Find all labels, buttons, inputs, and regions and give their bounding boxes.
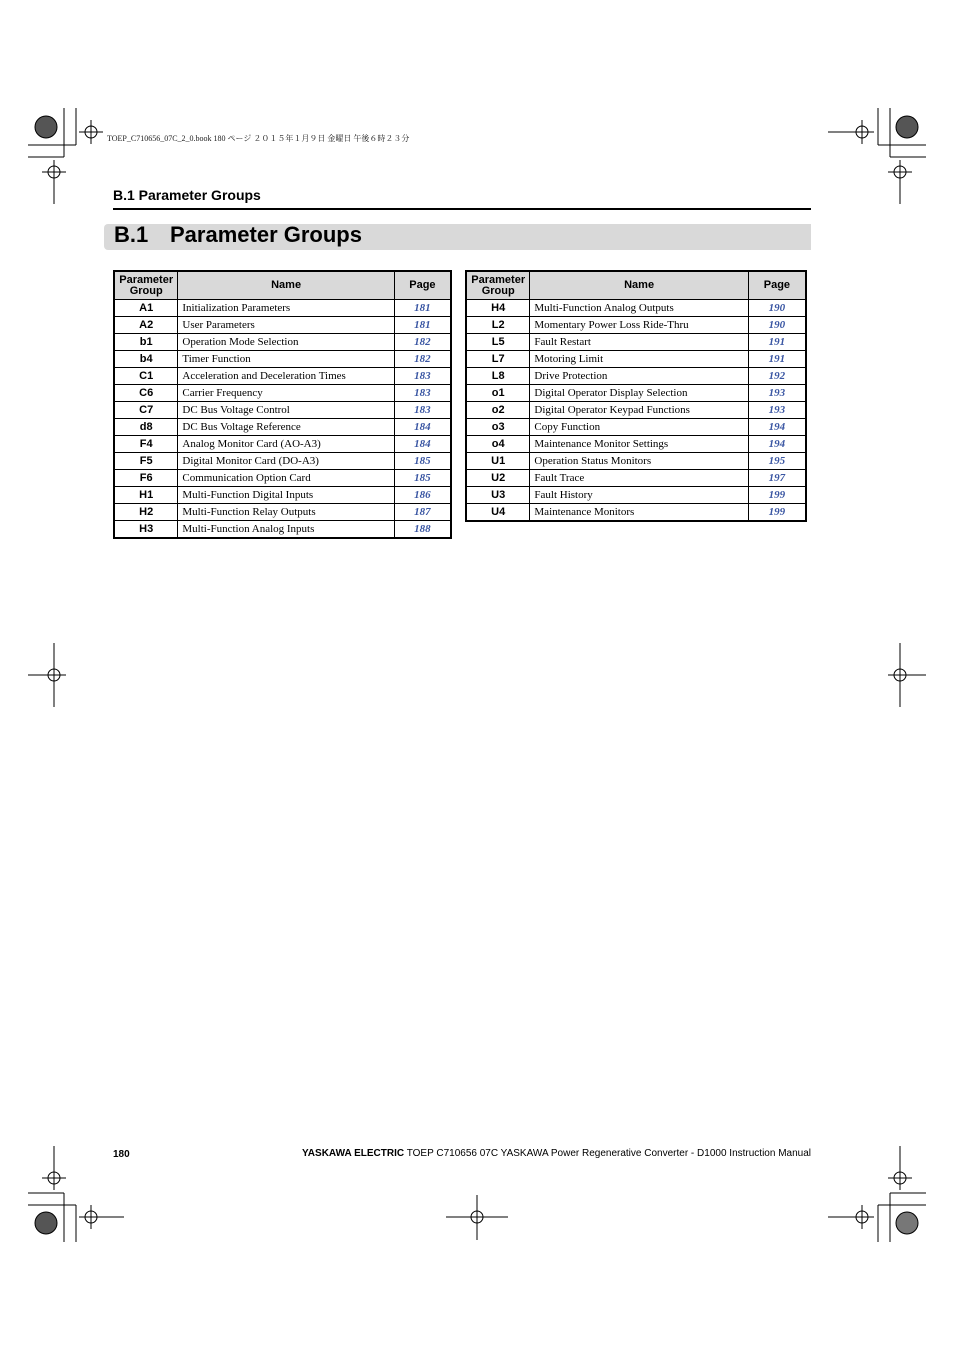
page-link[interactable]: 183 (394, 368, 451, 385)
parameter-group-cell: H4 (466, 300, 530, 317)
footer-brand: YASKAWA ELECTRIC (302, 1148, 405, 1159)
parameter-group-cell: L2 (466, 317, 530, 334)
parameter-table-left (113, 270, 452, 539)
table-row (114, 317, 451, 334)
parameter-table-right (465, 270, 807, 522)
parameter-group-cell: H1 (114, 487, 178, 504)
parameter-name-cell: Analog Monitor Card (AO-A3) (178, 436, 394, 453)
parameter-name-cell: Initialization Parameters (178, 300, 394, 317)
page-link[interactable]: 188 (394, 521, 451, 539)
table-row (466, 436, 806, 453)
table-row (466, 368, 806, 385)
parameter-name-cell: Communication Option Card (178, 470, 394, 487)
parameter-group-cell: A1 (114, 300, 178, 317)
page-link[interactable]: 199 (748, 504, 806, 522)
page-link[interactable]: 195 (748, 453, 806, 470)
parameter-group-cell: U2 (466, 470, 530, 487)
table-row (114, 300, 451, 317)
title-text: Parameter Groups (170, 222, 362, 247)
parameter-group-cell: F6 (114, 470, 178, 487)
table-row (114, 385, 451, 402)
parameter-name-cell: DC Bus Voltage Reference (178, 419, 394, 436)
title-number: B.1 (114, 222, 149, 247)
footer-doc-name: TOEP C710656 07C YASKAWA Power Regenerative Converter - D1000 Instruction Manual (404, 1148, 811, 1159)
table-row (466, 317, 806, 334)
parameter-name-cell: Maintenance Monitors (530, 504, 748, 522)
parameter-group-cell: C7 (114, 402, 178, 419)
page-link[interactable]: 183 (394, 402, 451, 419)
column-header-group (466, 271, 530, 300)
parameter-name-cell: Multi-Function Relay Outputs (178, 504, 394, 521)
table-row (466, 419, 806, 436)
parameter-group-cell: o4 (466, 436, 530, 453)
parameter-name-cell: Fault History (530, 487, 748, 504)
parameter-group-cell: H3 (114, 521, 178, 539)
parameter-group-cell: o2 (466, 402, 530, 419)
table-header-row (466, 271, 806, 300)
parameter-group-cell: U4 (466, 504, 530, 522)
parameter-group-cell: F5 (114, 453, 178, 470)
parameter-name-cell: DC Bus Voltage Control (178, 402, 394, 419)
table-row (114, 504, 451, 521)
parameter-group-cell: F4 (114, 436, 178, 453)
page-link[interactable]: 181 (394, 300, 451, 317)
table-row (114, 351, 451, 368)
table-row (114, 419, 451, 436)
page-link[interactable]: 199 (748, 487, 806, 504)
table-row (114, 368, 451, 385)
parameter-name-cell: Fault Restart (530, 334, 748, 351)
table-row (114, 334, 451, 351)
parameter-name-cell: Digital Operator Keypad Functions (530, 402, 748, 419)
parameter-group-cell: L5 (466, 334, 530, 351)
table-row (466, 470, 806, 487)
parameter-name-cell: Copy Function (530, 419, 748, 436)
column-header-group (114, 271, 178, 300)
table-row (466, 504, 806, 522)
table-row (466, 385, 806, 402)
parameter-name-cell: Carrier Frequency (178, 385, 394, 402)
parameter-group-cell: b1 (114, 334, 178, 351)
parameter-group-cell: A2 (114, 317, 178, 334)
parameter-group-cell: U1 (466, 453, 530, 470)
parameter-name-cell: Digital Operator Display Selection (530, 385, 748, 402)
footer-document-title (302, 1148, 811, 1159)
parameter-name-cell: Drive Protection (530, 368, 748, 385)
parameter-name-cell: Multi-Function Digital Inputs (178, 487, 394, 504)
print-header: TOEP_C710656_07C_2_0.book 180 ページ ２０１５年１月９日 金曜日 午後６時２３分 (107, 134, 410, 143)
parameter-group-cell: b4 (114, 351, 178, 368)
page-title (114, 222, 362, 248)
page-link[interactable]: 190 (748, 300, 806, 317)
column-header-name: Name (530, 271, 748, 300)
parameter-name-cell: Operation Status Monitors (530, 453, 748, 470)
parameter-name-cell: Acceleration and Deceleration Times (178, 368, 394, 385)
table-body (466, 300, 806, 522)
page-link[interactable]: 181 (394, 317, 451, 334)
table-row (114, 470, 451, 487)
page-link[interactable]: 190 (748, 317, 806, 334)
parameter-group-cell: L8 (466, 368, 530, 385)
parameter-group-cell: d8 (114, 419, 178, 436)
parameter-name-cell: Digital Monitor Card (DO-A3) (178, 453, 394, 470)
page-link[interactable]: 184 (394, 419, 451, 436)
parameter-name-cell: Motoring Limit (530, 351, 748, 368)
page-link[interactable]: 183 (394, 385, 451, 402)
parameter-group-cell: L7 (466, 351, 530, 368)
parameter-group-cell: o1 (466, 385, 530, 402)
table-row (466, 334, 806, 351)
table-body (114, 300, 451, 539)
table-row (114, 487, 451, 504)
table-row (466, 453, 806, 470)
page-link[interactable]: 191 (748, 351, 806, 368)
parameter-name-cell: Multi-Function Analog Outputs (530, 300, 748, 317)
page-link[interactable]: 197 (748, 470, 806, 487)
parameter-group-cell: U3 (466, 487, 530, 504)
parameter-name-cell: Multi-Function Analog Inputs (178, 521, 394, 539)
section-header: B.1 Parameter Groups (113, 187, 261, 203)
table-row (114, 521, 451, 539)
page-link[interactable]: 187 (394, 504, 451, 521)
page-link[interactable]: 193 (748, 385, 806, 402)
section-divider (113, 208, 811, 210)
parameter-group-cell: o3 (466, 419, 530, 436)
parameter-name-cell: Momentary Power Loss Ride-Thru (530, 317, 748, 334)
page-link[interactable]: 193 (748, 402, 806, 419)
page-link[interactable]: 192 (748, 368, 806, 385)
table-row (114, 436, 451, 453)
page-link[interactable]: 186 (394, 487, 451, 504)
column-header-group-label: Parameter Group (119, 273, 174, 297)
column-header-page: Page (394, 271, 451, 300)
page-link[interactable]: 191 (748, 334, 806, 351)
page-link[interactable]: 194 (748, 419, 806, 436)
page-link[interactable]: 184 (394, 436, 451, 453)
page-link[interactable]: 182 (394, 351, 451, 368)
footer-page-number: 180 (113, 1149, 130, 1160)
page-link[interactable]: 185 (394, 453, 451, 470)
table-row (466, 487, 806, 504)
table-row (466, 402, 806, 419)
parameter-name-cell: User Parameters (178, 317, 394, 334)
column-header-page: Page (748, 271, 806, 300)
page-link[interactable]: 194 (748, 436, 806, 453)
table-row (114, 453, 451, 470)
table-row (466, 300, 806, 317)
table-row (114, 402, 451, 419)
parameter-group-cell: C6 (114, 385, 178, 402)
table-row (466, 351, 806, 368)
parameter-name-cell: Timer Function (178, 351, 394, 368)
column-header-group-label: Parameter Group (471, 273, 526, 297)
page-link[interactable]: 185 (394, 470, 451, 487)
parameter-name-cell: Fault Trace (530, 470, 748, 487)
parameter-name-cell: Maintenance Monitor Settings (530, 436, 748, 453)
parameter-name-cell: Operation Mode Selection (178, 334, 394, 351)
table-header-row (114, 271, 451, 300)
parameter-group-cell: H2 (114, 504, 178, 521)
parameter-group-cell: C1 (114, 368, 178, 385)
page-link[interactable]: 182 (394, 334, 451, 351)
column-header-name: Name (178, 271, 394, 300)
